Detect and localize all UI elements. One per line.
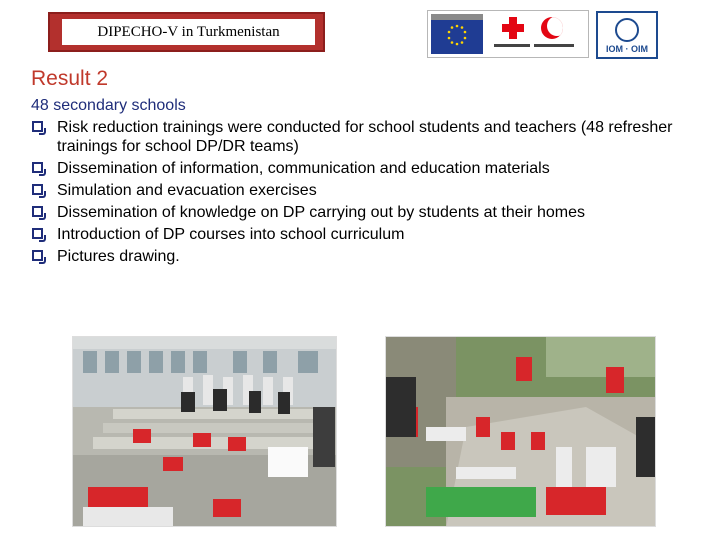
list-item: Pictures drawing. bbox=[31, 247, 691, 266]
iom-logo bbox=[596, 11, 658, 59]
list-item: Introduction of DP courses into school curriculum bbox=[31, 225, 691, 244]
list-item: Dissemination of knowledge on DP carrying out by students at their homes bbox=[31, 203, 691, 222]
bullet-list bbox=[31, 118, 691, 269]
result-title: Result 2 bbox=[31, 67, 109, 90]
eu-flag-icon bbox=[431, 14, 483, 54]
checkbox-bullet-icon bbox=[32, 184, 43, 195]
page-title: DIPECHO-V in Turkmenistan bbox=[62, 19, 315, 45]
checkbox-bullet-icon bbox=[32, 206, 43, 217]
red-crescent-caption bbox=[534, 44, 574, 47]
photo-evacuation-exercise bbox=[385, 336, 656, 527]
header-title-box bbox=[48, 12, 325, 52]
school-training-photo bbox=[73, 337, 337, 527]
iom-logo-text: IOM · OIM bbox=[606, 44, 648, 54]
red-cross-caption bbox=[494, 44, 530, 47]
partner-logos bbox=[427, 10, 589, 58]
list-item: Simulation and evacuation exercises bbox=[31, 181, 691, 200]
checkbox-bullet-icon bbox=[32, 162, 43, 173]
list-item: Risk reduction trainings were conducted for school students and teachers (48 refresher trainings for school DP/DR teams) bbox=[31, 118, 691, 156]
red-crescent-icon bbox=[541, 17, 563, 39]
photo-school-training bbox=[72, 336, 337, 527]
checkbox-bullet-icon bbox=[32, 250, 43, 261]
red-cross-icon bbox=[502, 17, 524, 39]
evacuation-exercise-photo bbox=[386, 337, 656, 527]
globe-icon bbox=[615, 18, 639, 42]
eu-stars-icon bbox=[431, 14, 483, 54]
list-item: Dissemination of information, communication and education materials bbox=[31, 159, 691, 178]
result-subtitle: 48 secondary schools bbox=[31, 97, 186, 114]
checkbox-bullet-icon bbox=[32, 228, 43, 239]
checkbox-bullet-icon bbox=[32, 121, 43, 132]
ec-banner bbox=[431, 14, 483, 20]
